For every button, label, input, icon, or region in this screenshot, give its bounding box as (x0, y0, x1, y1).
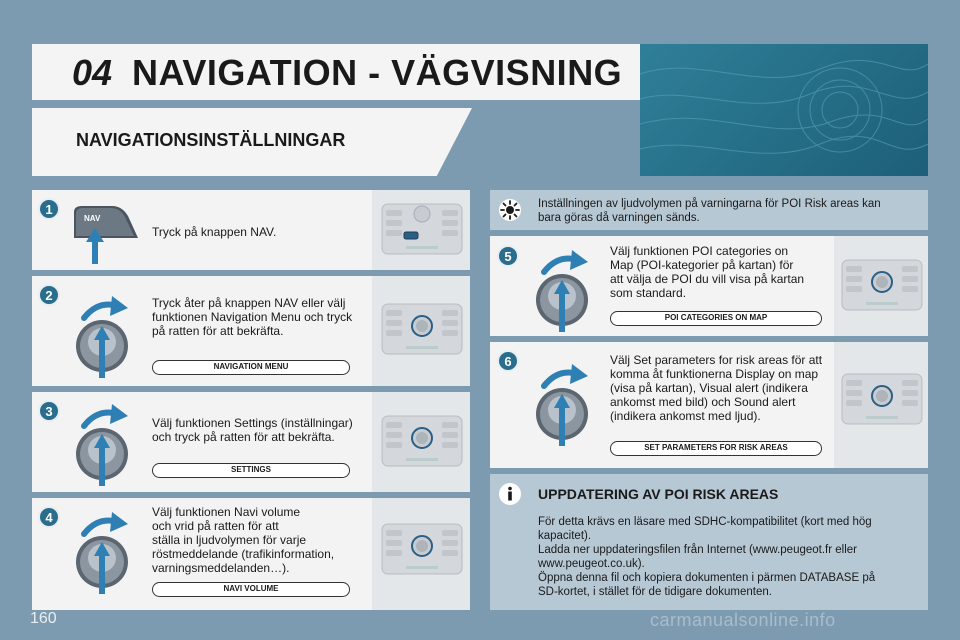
info-line: Öppna denna fil och kopiera dokumenten i pärmen DATABASE på (538, 572, 876, 584)
chapter-number: 04 (72, 52, 113, 93)
step-6-console-image (840, 366, 924, 434)
step-5-line: som standard. (610, 286, 687, 300)
step-6-line: ankomst med bild) och Sound alert (610, 395, 796, 409)
tip-line: bara göras då varningen sänds. (538, 212, 700, 224)
info-icon (498, 482, 522, 506)
press-arrow-icon (86, 228, 104, 264)
step-3-line: Välj funktionen Settings (inställningar) (152, 416, 353, 430)
navigation-menu-label: NAVIGATION MENU (152, 360, 350, 375)
step-6-line: Välj Set parameters for risk areas för att (610, 353, 823, 367)
section-title: NAVIGATIONSINSTÄLLNINGAR (76, 130, 346, 150)
info-title: UPPDATERING AV POI RISK AREAS (538, 486, 779, 502)
header-map-graphic (640, 44, 928, 176)
navi-volume-label: NAVI VOLUME (152, 582, 350, 597)
page-number: 160 (30, 610, 57, 627)
watermark: carmanualsonline.info (650, 610, 836, 630)
step-5-text (610, 244, 830, 300)
tip-text (538, 197, 922, 225)
step-6-line: (visa på kartan), Visual alert (indikera (610, 381, 808, 395)
step-6-line: komma åt funktionerna Display on map (610, 367, 819, 381)
tip-line: Inställningen av ljudvolymen på varningarna för POI Risk areas kan (538, 198, 881, 210)
step-4-line: ställa in ljudvolymen för varje (152, 533, 307, 547)
info-text (538, 515, 922, 599)
info-line: www.peugeot.co.uk). (538, 558, 645, 570)
nav-button-icon (72, 204, 140, 240)
step-1-text: Tryck på knappen NAV. (152, 225, 277, 239)
step-4-number: 4 (38, 506, 60, 528)
step-3-number: 3 (38, 400, 60, 422)
step-4-console-image (380, 516, 464, 584)
step-1-number: 1 (38, 198, 60, 220)
step-2-line: på ratten för att bekräfta. (152, 324, 284, 338)
nav-button-label: NAV (84, 214, 101, 223)
step-5-number: 5 (497, 245, 519, 267)
step-6-text (610, 353, 832, 423)
step-2-line: Tryck åter på knappen NAV eller välj (152, 296, 346, 310)
step-4-line: röstmeddelande (trafikinformation, (152, 547, 335, 561)
step-6-line: (indikera ankomst med ljud). (610, 409, 761, 423)
chapter-title: NAVIGATION - VÄGVISNING (132, 52, 623, 93)
step-1-console-image (380, 196, 464, 264)
step-5-line: Map (POI-kategorier på kartan) för (610, 258, 794, 272)
sun-tip-icon (498, 198, 522, 222)
step-4-line: Välj funktionen Navi volume (152, 505, 301, 519)
step-3-text (152, 416, 372, 444)
step-5-line: att välja de POI du vill visa på kartan (610, 272, 805, 286)
step-3-line: och tryck på ratten för att bekräfta. (152, 430, 335, 444)
step-6-number: 6 (497, 350, 519, 372)
step-4-line: varningsmeddelanden…). (152, 561, 290, 575)
step-5-line: Välj funktionen POI categories on (610, 244, 789, 258)
rotary-knob-icon (532, 364, 594, 446)
rotary-knob-icon (72, 512, 134, 594)
poi-categories-label: POI CATEGORIES ON MAP (610, 311, 822, 326)
step-2-console-image (380, 296, 464, 364)
rotary-knob-icon (72, 404, 134, 486)
step-3-console-image (380, 408, 464, 476)
set-parameters-label: SET PARAMETERS FOR RISK AREAS (610, 441, 822, 456)
info-line: För detta krävs en läsare med SDHC-kompatibilitet (kort med hög (538, 516, 872, 528)
info-line: Ladda ner uppdateringsfilen från Internet (www.peugeot.fr eller (538, 544, 858, 556)
step-2-number: 2 (38, 284, 60, 306)
settings-label: SETTINGS (152, 463, 350, 478)
info-line: SD-kortet, i stället för de tidigare dokumenten. (538, 586, 772, 598)
step-2-line: funktionen Navigation Menu och tryck (152, 310, 353, 324)
rotary-knob-icon (72, 296, 134, 378)
info-line: kapacitet). (538, 530, 592, 542)
step-2-text (152, 296, 372, 338)
step-4-line: och vrid på ratten för att (152, 519, 279, 533)
step-5-console-image (840, 252, 924, 320)
header-divider (32, 100, 640, 108)
step-4-text (152, 505, 372, 575)
rotary-knob-icon (532, 250, 594, 332)
